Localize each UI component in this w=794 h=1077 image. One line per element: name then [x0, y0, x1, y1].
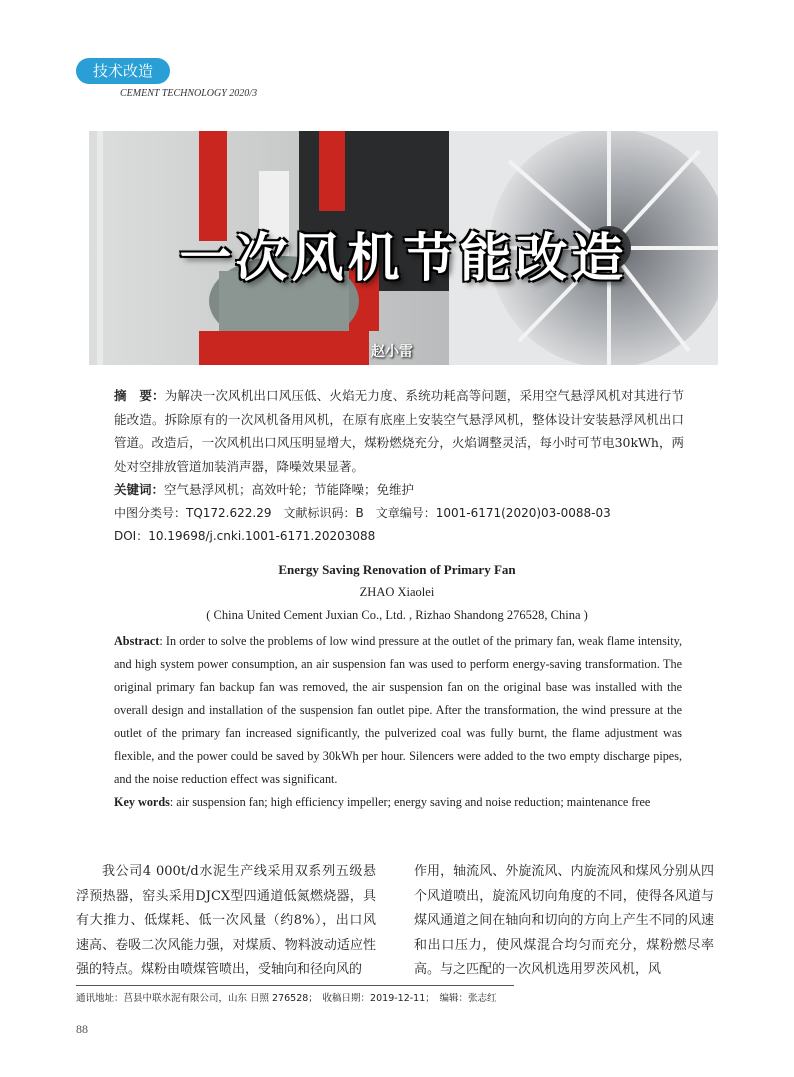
- abstract-text: 为解决一次风机出口风压低、火焰无力度、系统功耗高等问题，采用空气悬浮风机对其进行节能改造。拆除原有的一次风机备用风机，在原有底座上安装空气悬浮风机，整体设计安装悬浮风机出口管道。改造后，一次风机出口风压明显增大，煤粉燃烧充分，火焰调整灵活，每小时可节电30kWh，两处对空排放管道加装消声器，降噪效果显著。: [114, 388, 684, 474]
- keywords-text: 空气悬浮风机；高效叶轮；节能降噪；免维护: [164, 482, 415, 497]
- doi-line: DOI：10.19698/j.cnki.1001-6171.20203088: [114, 529, 376, 543]
- english-affiliation: ( China United Cement Juxian Co., Ltd. , Rizhao Shandong 276528, China ): [206, 608, 588, 622]
- chinese-abstract: [114, 384, 684, 549]
- en-abstract-text: : In order to solve the problems of low wind pressure at the outlet of the primary fan, weak flame intensity, and high system power consumption, an air suspension fan was used to perform energy-saving transformation. The original primary fan backup fan was removed, the air suspension fan on the original base was installed with the overall design and installation of the suspension fan outlet pipe. After the transformation, the wind pressure at the outlet of the primary fan increased significantly, the pulverized coal was fully burnt, the flame adjustment was flexible, and the power could be saved by 30kWh per hour. Silencers were added to the two empty discharge pipes, and the noise reduction effect was significant.: [114, 634, 682, 786]
- english-author: ZHAO Xiaolei: [359, 585, 435, 599]
- page-number: 88: [76, 1022, 88, 1036]
- body-column-left: [76, 860, 376, 983]
- body-paragraph: 我公司4 000t/d水泥生产线采用双系列五级悬浮预热器，窑头采用DJCX型四通道低氮燃烧器，具有大推力、低煤耗、低一次风量（约8%），出口风速高、卷吸二次风能力强，对煤质、物料波动适应性强的特点。煤粉由喷煤管喷出，受轴向和径向风的: [76, 864, 376, 977]
- hero-image: [89, 131, 718, 365]
- journal-name: CEMENT TECHNOLOGY 2020/3: [120, 88, 258, 99]
- footnote: 通讯地址：莒县中联水泥有限公司，山东 日照 276528； 收稿日期：2019-12-11； 编辑：张志红: [76, 993, 497, 1004]
- section-tag: 技术改造: [76, 58, 170, 84]
- hero-title: 一次风机节能改造: [179, 229, 628, 289]
- english-title: Energy Saving Renovation of Primary Fan: [278, 562, 516, 577]
- footnote-divider: [76, 985, 514, 986]
- body-paragraph: 作用，轴流风、外旋流风、内旋流风和煤风分别从四个风道喷出，旋流风切向角度的不同，使得各风道与煤风通道之间在轴向和切向的方向上产生不同的风速和出口压力，使风煤混合均匀而充分，煤粉燃尽率高。与之匹配的一次风机选用罗茨风机，风: [414, 864, 714, 977]
- en-abstract-label: Abstract: [114, 634, 160, 648]
- body-column-right: [414, 860, 714, 983]
- classification-line: 中图分类号：TQ172.622.29 文献标识码：B 文章编号：1001-6171(2020)03-0088-03: [114, 505, 611, 520]
- english-abstract: [114, 630, 682, 814]
- en-keywords-text: : air suspension fan; high efficiency impeller; energy saving and noise reduction; maintenance free: [169, 795, 651, 809]
- en-keywords-label: Key words: [114, 795, 170, 809]
- hero-author: 赵小雷: [371, 344, 413, 360]
- abstract-label: 摘 要：: [114, 388, 165, 403]
- keywords-label: 关键词：: [114, 482, 165, 497]
